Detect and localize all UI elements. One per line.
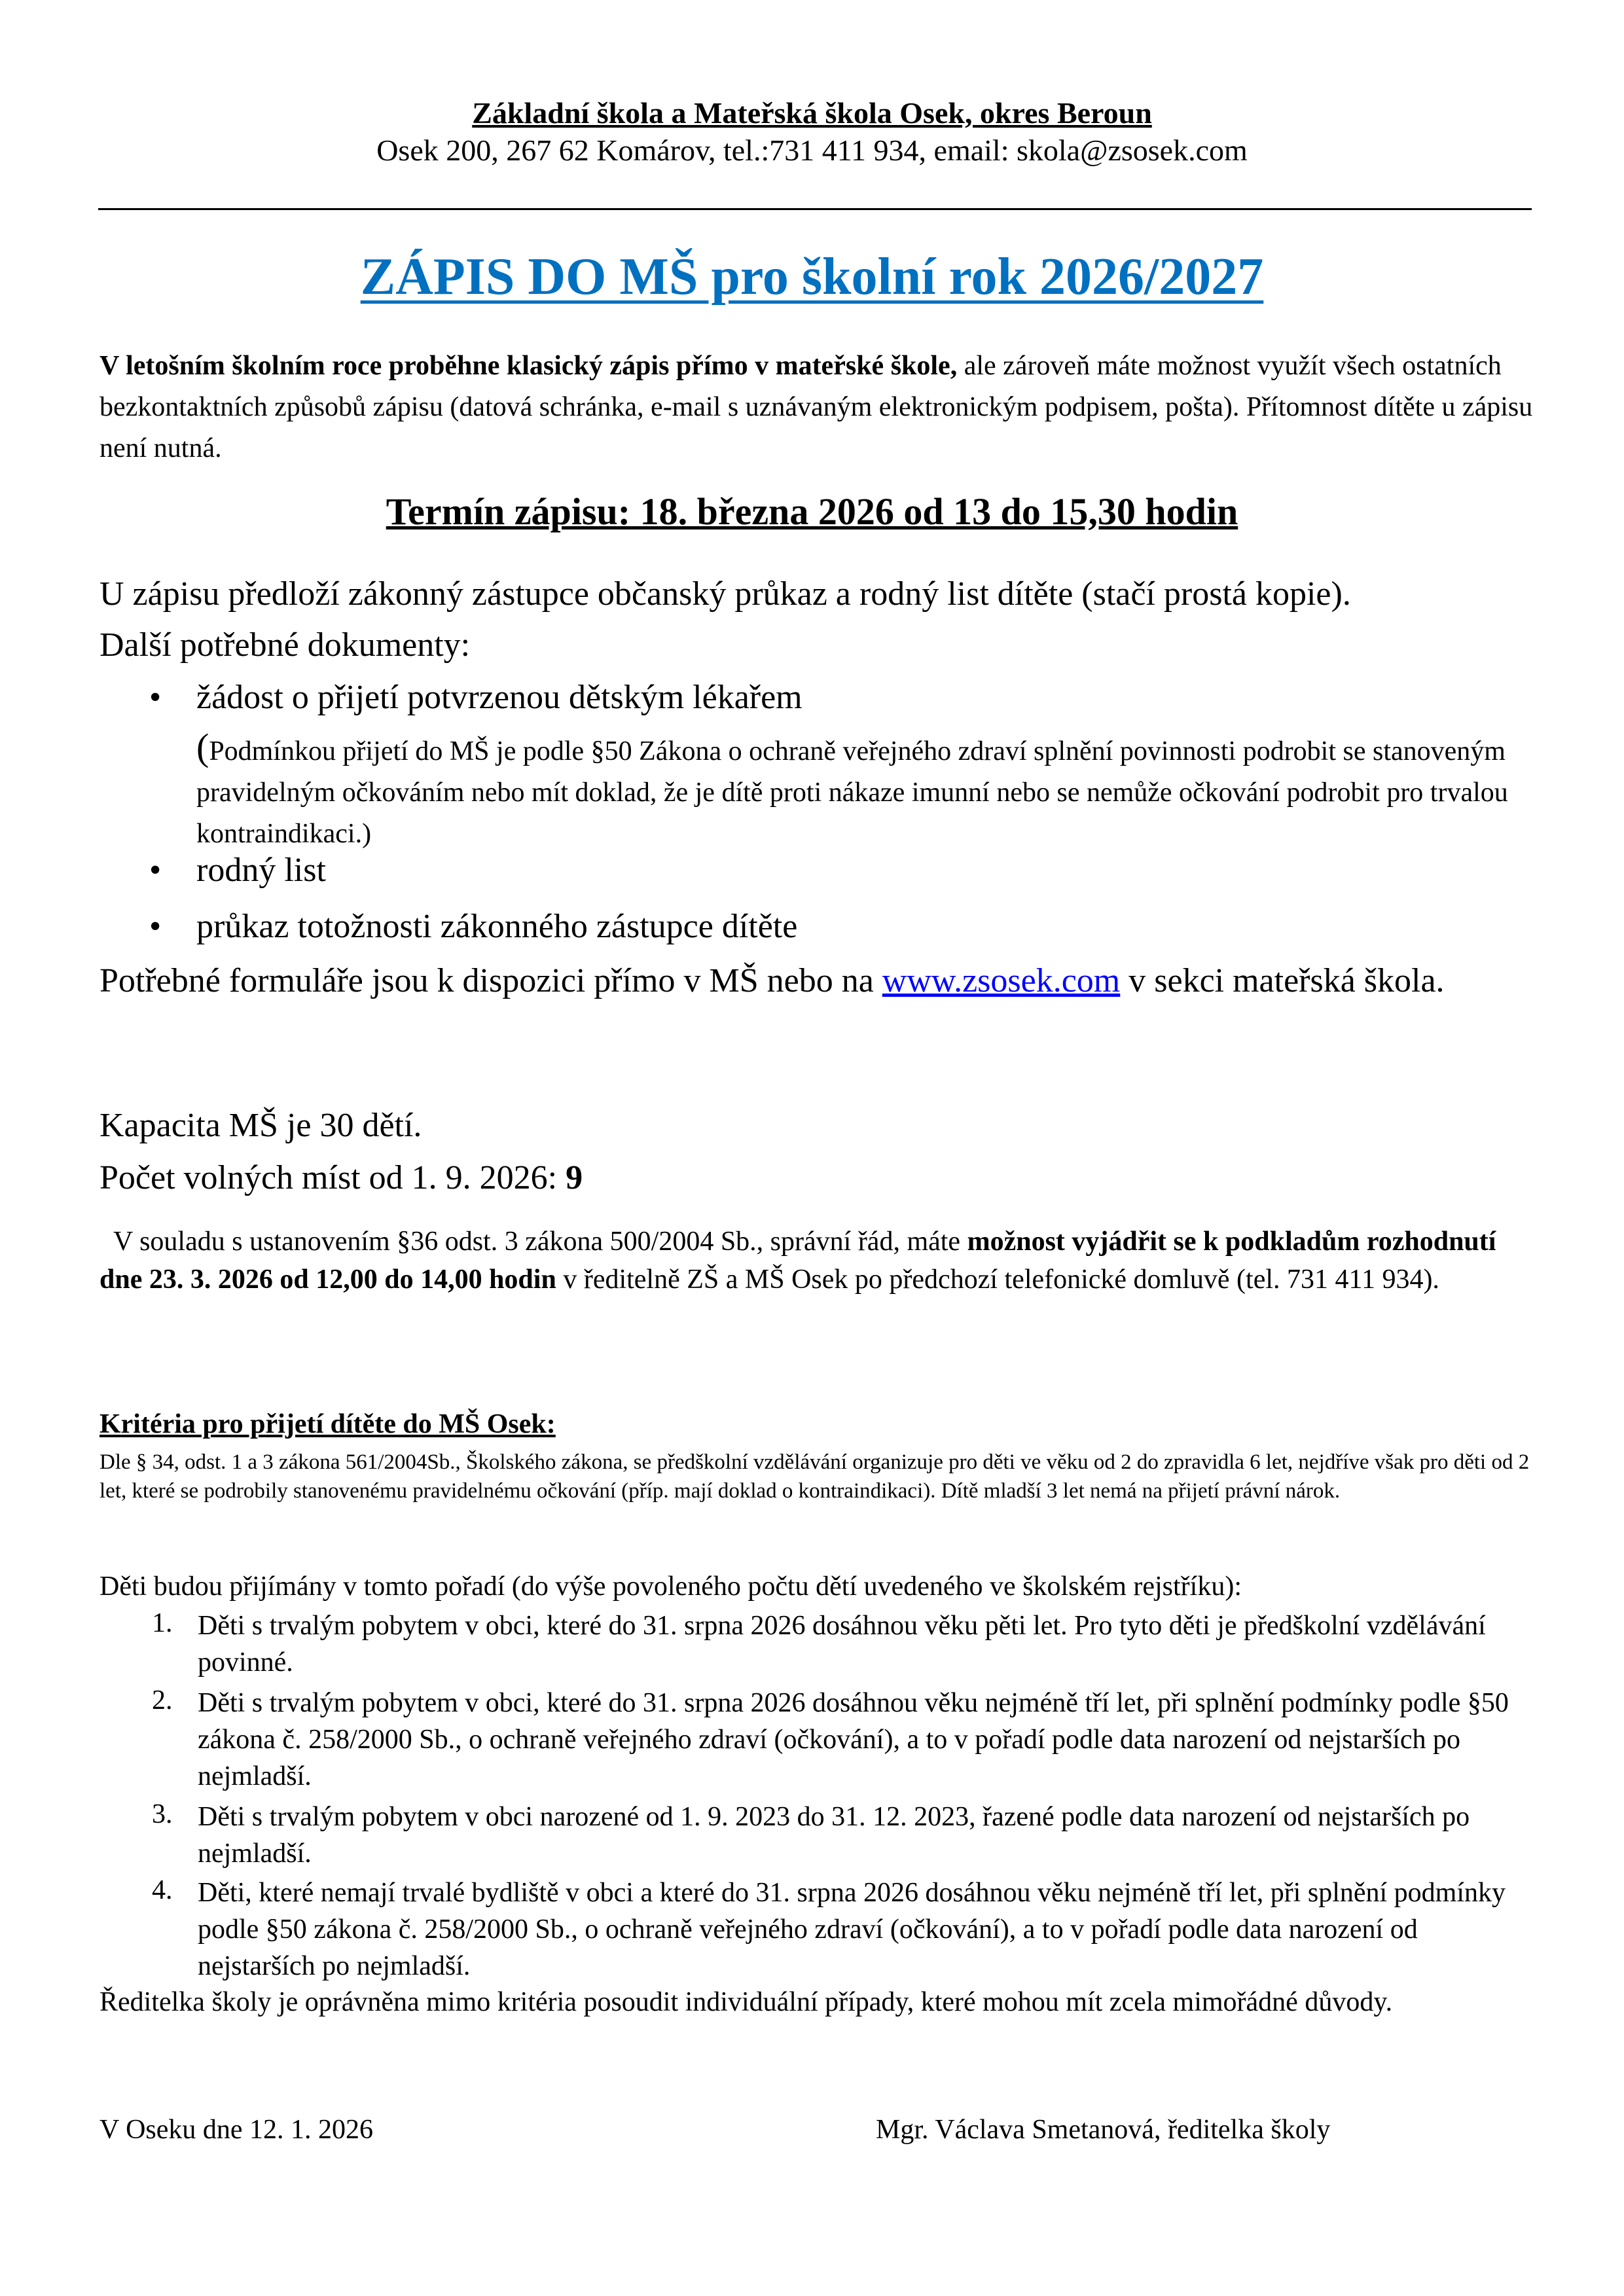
intro-paragraph — [99, 346, 1533, 469]
bullet-icon: • — [149, 679, 162, 716]
list-number: 1. — [152, 1608, 173, 1638]
signature: Mgr. Václava Smetanová, ředitelka školy — [876, 2115, 1331, 2145]
vaccination-note: (Podmínkou přijetí do MŠ je podle §50 Zákona o ochraně veřejného zdraví splnění povinnosti podrobit se stanoveným pravidelným očkováním nebo mít doklad, že je dítě proti nákaze imunní nebo se nemůže očkování podrobit pro trvalou kontraindikaci.) — [196, 726, 1508, 849]
free-places-text: Počet volných míst od 1. 9. 2026: 9 — [99, 1159, 583, 1196]
list-item: Děti s trvalým pobytem v obci, které do 31. srpna 2026 dosáhnou věku pěti let. Pro tyto děti je předškolní vzdělávání povinné. — [198, 1611, 1486, 1677]
criteria-text: Dle § 34, odst. 1 a 3 zákona 561/2004Sb., Školského zákona, se předškolní vzdělávání organizuje pro děti ve věku od 2 do zpravidla 6 let, nejdříve však pro děti od 2 let, které se podrobily stanovenému pravidelnému očkování (příp. mají doklad o kontraindikaci). Dítě mladší 3 let nemá na přijetí právní nárok. — [99, 1450, 1530, 1503]
bullet-icon: • — [149, 908, 162, 945]
school-name: Základní škola a Mateřská škola Osek, okres Beroun — [472, 96, 1152, 130]
criteria-heading: Kritéria pro přijetí dítěte do MŠ Osek: — [99, 1409, 556, 1439]
documents-label: Další potřebné dokumenty: — [99, 626, 471, 664]
enrollment-date-heading: Termín zápisu: 18. března 2026 od 13 do 15,30 hodin — [386, 490, 1238, 533]
list-item: Děti s trvalým pobytem v obci, které do 31. srpna 2026 dosáhnou věku nejméně tří let, při splnění podmínky podle §50 zákona č. 258/2000 Sb., o ochraně veřejného zdraví (očkování), a to v pořadí podle data narození od nejstarších po nejmladší. — [198, 1688, 1509, 1791]
closing-paragraph: Ředitelka školy je oprávněna mimo kritéria posoudit individuální případy, které mohou mít zcela mimořádné důvody. — [99, 1987, 1393, 2017]
list-item: průkaz totožnosti zákonného zástupce dítěte — [196, 908, 798, 945]
list-number: 4. — [152, 1875, 173, 1905]
list-item: Děti, které nemají trvalé bydliště v obci a které do 31. srpna 2026 dosáhnou věku nejméně tří let, při splnění podmínky podle §50 zákona č. 258/2000 Sb., o ochraně veřejného zdraví (očkování), a to v pořadí podle data narození od nejstarších po nejmladší. — [198, 1878, 1506, 1981]
intro-bold: V letošním školním roce proběhne klasický zápis přímo v mateřské škole, — [99, 351, 958, 381]
list-number: 3. — [152, 1799, 173, 1829]
place-and-date: V Oseku dne 12. 1. 2026 — [99, 2115, 374, 2145]
admission-order-intro: Děti budou přijímány v tomto pořadí (do výše povoleného počtu dětí uvedeného ve školském rejstříku): — [99, 1571, 1242, 1602]
list-item: žádost o přijetí potvrzenou dětským lékařem — [196, 679, 803, 716]
legal-notice-paragraph: V souladu s ustanovením §36 odst. 3 zákona 500/2004 Sb., správní řád, máte možnost vyjádřit se k podkladům rozhodnutí dne 23. 3. 2026 od 12,00 do 14,00 hodin v ředitelně ZŠ a MŠ Osek po předchozí telefonické domluvě (tel. 731 411 934). — [99, 1227, 1503, 1295]
capacity-text: Kapacita MŠ je 30 dětí. — [99, 1107, 422, 1144]
list-number: 2. — [152, 1685, 173, 1715]
free-places-value: 9 — [566, 1159, 583, 1196]
list-item: rodný list — [196, 852, 326, 889]
header-divider — [98, 208, 1532, 210]
list-item: Děti s trvalým pobytem v obci narozené od 1. 9. 2023 do 31. 12. 2023, řazené podle data narození od nejstarších po nejmladší. — [198, 1802, 1470, 1869]
bullet-icon: • — [149, 852, 162, 889]
forms-paragraph: Potřebné formuláře jsou k dispozici přímo v MŠ nebo na www.zsosek.com v sekci mateřská škola. — [99, 962, 1445, 999]
intro-rest: ale zároveň máte možnost využít všech ostatních bezkontaktních způsobů zápisu (datová schránka, e-mail s uznávaným elektronickým podpisem, pošta). Přítomnost dítěte u zápisu není nutná. — [99, 351, 1533, 463]
page-title: ZÁPIS DO MŠ pro školní rok 2026/2027 — [360, 248, 1264, 306]
school-address: Osek 200, 267 62 Komárov, tel.:731 411 934, email: skola@zsosek.com — [376, 134, 1248, 167]
school-website-link[interactable]: www.zsosek.com — [882, 962, 1121, 999]
submit-documents-text: U zápisu předloží zákonný zástupce občanský průkaz a rodný list dítěte (stačí prostá kopie). — [99, 575, 1351, 613]
